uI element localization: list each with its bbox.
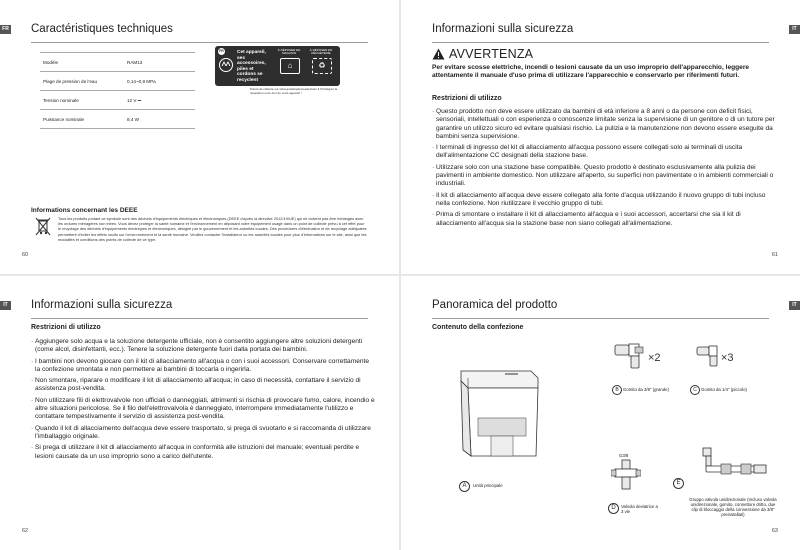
page-title: Informazioni sulla sicurezza xyxy=(432,23,574,35)
language-tab: FR xyxy=(0,25,11,34)
item-letter-b: B xyxy=(612,385,622,395)
spec-value: RAM13 xyxy=(124,53,195,72)
restrictions-list xyxy=(432,108,777,231)
restrictions-list xyxy=(31,338,376,464)
title-rule xyxy=(432,318,769,319)
large-elbow-drawing xyxy=(613,341,651,371)
spec-value: 8,4 W xyxy=(124,110,195,129)
list-item: · Aggiungere solo acqua e la soluzione detergente ufficiale, non è consentito aggiungere altre soluzioni detergenti (come alcol, disinfettanti, ecc.). Tenere la soluzione detergente fuori dalla portata dei bambini. xyxy=(31,338,376,355)
page-title: Panoramica del prodotto xyxy=(432,299,558,311)
warning-heading xyxy=(432,47,533,61)
recycling-logo xyxy=(215,46,340,86)
list-item: · Utilizzare solo con una stazione base compatibile. Questo prodotto è destinato esclusivamente alla pulizia dei pavimenti in ambiente domestico. Non utilizzare all'aperto, su superfici non pavimentate o in ambienti commerciali o industriali. xyxy=(432,164,777,189)
table-row xyxy=(40,72,195,91)
fr-badge: FR xyxy=(219,49,224,53)
list-item: · Quando il kit di allacciamento dell'acqua deve essere trasportato, si prega di svuotarlo e si raccomanda di utilizzare l'imballaggio originale. xyxy=(31,425,376,442)
warning-label: AVVERTENZA xyxy=(449,47,534,61)
spec-table xyxy=(40,52,195,129)
title-rule xyxy=(432,42,769,43)
list-item: · Non utilizzare fili di elettrovalvole non ufficiali o danneggiati, altrimenti si rischia di provocare fumo, calore, incendio e altre situazioni pericolose. Se il filo dell'elettrovalvola è danneggiato, interrompere immediatamente l'utilizzo e contattare tempestivamente il servizio di assistenza post-vendita. xyxy=(31,397,376,422)
page-63 xyxy=(401,276,800,550)
item-qty-b: ×2 xyxy=(648,352,661,364)
recycling-note: Points de collecte sur www.quefairedemesdechets.fr Privilégiez la réparation ou le don de votre appareil ! xyxy=(250,87,338,95)
section-subtitle: Contenuto della confezione xyxy=(432,324,524,331)
dump-drop-label: À DÉPOSER EN DÉCHÈTERIE xyxy=(309,48,333,56)
spec-value: 12 V ⎓ xyxy=(124,91,195,110)
item-letter-d: D xyxy=(608,503,619,514)
page-title: Caractéristiques techniques xyxy=(31,23,173,35)
valve-size-label: G3/8 xyxy=(619,453,629,458)
list-item: · Il kit di allacciamento all'acqua deve essere collegato alla fonte d'acqua utilizzando il nuovo gruppo di tubi incluso nella confezione. Non riutilizzare il vecchio gruppo di tubi. xyxy=(432,192,777,209)
item-label-d: Valvola deviatrice a 3 vie xyxy=(621,504,658,514)
shop-box-icon: ⌂ xyxy=(280,58,300,74)
spec-value: 0,14~0,8 MPa xyxy=(124,72,195,91)
item-label-c: Gomito da 1/4" (piccolo) xyxy=(701,387,747,392)
title-rule xyxy=(31,318,368,319)
spec-label: Modèle xyxy=(40,53,124,72)
diverter-valve-drawing xyxy=(611,459,641,499)
list-item: · Si prega di utilizzare il kit di allacciamento all'acqua in conformità alle istruzioni del manuale; eventuali perdite e lesioni causate da un uso improprio sono a carico dell'utente. xyxy=(31,444,376,461)
warning-icon xyxy=(432,48,445,60)
section-subtitle: Restrizioni di utilizzo xyxy=(31,324,101,331)
page-title: Informazioni sulla sicurezza xyxy=(31,299,173,311)
warning-intro: Per evitare scosse elettriche, incendi o lesioni causate da un uso improprio dell'apparecchio, leggere attentamente il manuale d'uso prima di utilizzare l'apparecchio e conservarlo per riferimenti futuri. xyxy=(432,64,750,80)
item-qty-c: ×3 xyxy=(721,352,734,364)
language-tab: IT xyxy=(789,301,800,310)
page-62 xyxy=(0,276,399,550)
spec-label: Tension nominale xyxy=(40,91,124,110)
check-valve-assembly-drawing xyxy=(701,444,771,494)
language-tab: IT xyxy=(789,25,800,34)
list-item: · Questo prodotto non deve essere utilizzato da bambini di età inferiore a 8 anni o da persone con deficit fisici, sensoriali, intellettuali o con esperienza o conoscenze limitate senza la supervisione di un genitore o di un tutore per garantire un utilizzo sicuro ed evitare qualsiasi rischio. La pulizia e la manutenzione non devono essere eseguite da bambini senza supervisione. xyxy=(432,108,777,141)
list-item: · I terminali di ingresso del kit di allacciamento all'acqua possono essere collegati solo ai terminali di uscita dell'alimentazione CC designati della stazione base. xyxy=(432,144,777,161)
item-label-e: Gruppo valvola unidirezionale (Incluso valvola unidirezionale, gomito, connettore dritto, due clip di bloccaggio della connessione da 3/8" preinstallati) xyxy=(689,497,777,517)
shop-drop-label: À DÉPOSER EN MAGASIN xyxy=(277,48,301,56)
recycling-text: Cet appareil, ses accessoires, piles et cordons se recyclent xyxy=(237,50,266,83)
table-row xyxy=(40,110,195,129)
list-item: · Prima di smontare o installare il kit di allacciamento all'acqua e i suoi accessori, accertarsi che sia il kit di allacciamento all'acqua sia la stazione base non siano collegati all'alimentazione. xyxy=(432,211,777,228)
list-item: · Non smontare, riparare o modificare il kit di allacciamento all'acqua; in caso di necessità, contattare il servizio di assistenza post-vendita. xyxy=(31,377,376,394)
page-61 xyxy=(401,0,800,274)
title-rule xyxy=(31,42,368,43)
crossed-bin-icon xyxy=(35,217,51,237)
spec-label: Puissance nominale xyxy=(40,110,124,129)
item-letter-c: C xyxy=(690,385,700,395)
triman-icon xyxy=(218,57,234,73)
deee-body: Tous les produits portant ce symbole sont des déchets d'équipements électriques et électroniques (DEEE d'après la directive 2012/19/UE) qui ne doivent pas être mélangés avec les ordures ménagères non triées. Vous devez protéger la santé humaine et l'environnement en déposant votre équipement usagé dans un point de collecte prévu à cet effet pour le recyclage des déchets d'équipements électriques et électroniques, désigné par le gouvernement et les autorités locales. Des procédures d'élimination et de recyclage adéquates permettent d'éviter les effets nocifs sur l'environnement et la santé humaine. Veuillez contacter l'installateur ou les autorités locales pour plus d'informations sur le site, ainsi que les modalités et conditions des points de collecte de ce type. xyxy=(58,216,367,242)
page-number: 61 xyxy=(771,252,778,258)
item-label-b: Gomito da 3/8" (grande) xyxy=(623,387,669,392)
table-row xyxy=(40,91,195,110)
list-item: · I bambini non devono giocare con il kit di allacciamento all'acqua o con i suoi accessori. Conservare correttamente la confezione smontata e non permettere ai bambini di toccarla o ingerirla. xyxy=(31,358,376,375)
item-letter-a: A xyxy=(459,481,470,492)
table-row xyxy=(40,53,195,72)
section-subtitle: Restrizioni di utilizzo xyxy=(432,95,502,102)
dump-box-icon: ♻ xyxy=(312,58,332,74)
item-label-a: Unità principale xyxy=(473,483,503,488)
page-number: 60 xyxy=(22,252,29,258)
page-number: 63 xyxy=(771,528,778,534)
item-letter-e: E xyxy=(673,478,684,489)
spec-label: Plage de pression de l'eau xyxy=(40,72,124,91)
page-60 xyxy=(0,0,399,274)
deee-title: Informations concernant les DEEE xyxy=(31,207,138,214)
page-number: 62 xyxy=(22,528,29,534)
language-tab: IT xyxy=(0,301,11,310)
main-unit-drawing xyxy=(443,356,543,471)
